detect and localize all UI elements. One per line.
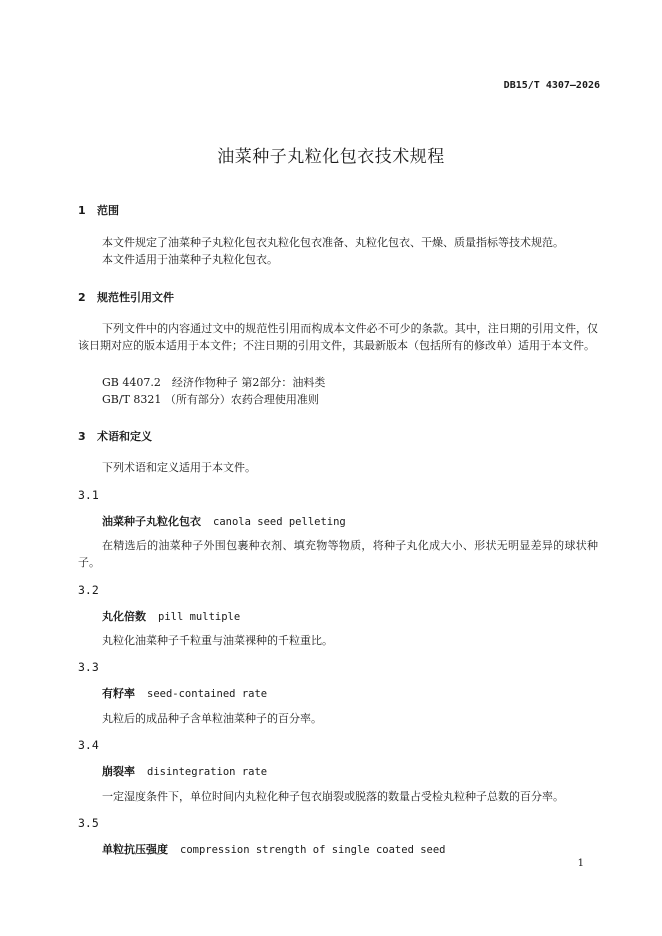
term-number: 3.1: [78, 488, 99, 502]
section-3-heading: [78, 428, 152, 444]
term-english: seed-contained rate: [147, 688, 268, 700]
section-title: 规范性引用文件: [97, 291, 174, 304]
term-english: canola seed pelleting: [213, 516, 346, 528]
page-number: 1: [577, 858, 584, 869]
term-chinese: 崩裂率: [102, 765, 135, 778]
term-number: 3.5: [78, 816, 99, 830]
term-chinese: 有籽率: [102, 687, 135, 700]
term-number: 3.4: [78, 738, 99, 752]
term-name: [102, 513, 346, 529]
section-1-heading: [78, 202, 119, 218]
section-number: 3: [78, 430, 86, 443]
document-title: 油菜种子丸粒化包衣技术规程: [217, 147, 445, 167]
term-definition: 丸粒后的成品种子含单粒油菜种子的百分率。: [102, 712, 322, 725]
term-name: [102, 685, 267, 701]
term-name: [102, 608, 240, 624]
section-title: 术语和定义: [97, 430, 152, 443]
term-english: disintegration rate: [147, 766, 268, 778]
section-2-heading: [78, 289, 174, 305]
term-english: pill multiple: [158, 611, 241, 623]
scope-paragraph-1: 本文件规定了油菜种子丸粒化包衣丸粒化包衣准备、丸粒化包衣、干燥、质量指标等技术规范。: [102, 236, 564, 249]
term-number: 3.2: [78, 583, 99, 597]
terms-intro: 下列术语和定义适用于本文件。: [102, 461, 256, 474]
term-chinese: 油菜种子丸粒化包衣: [102, 515, 201, 528]
term-definition: 丸粒化油菜种子千粒重与油菜裸种的千粒重比。: [102, 634, 333, 647]
term-name: [102, 841, 446, 857]
term-chinese: 单粒抗压强度: [102, 843, 168, 856]
section-number: 2: [78, 291, 86, 304]
term-english: compression strength of single coated seed: [180, 844, 446, 856]
section-title: 范围: [97, 204, 119, 217]
section-number: 1: [78, 204, 86, 217]
scope-paragraph-2: 本文件适用于油菜种子丸粒化包衣。: [102, 253, 278, 266]
reference-item: GB 4407.2 经济作物种子 第2部分：油料类: [102, 376, 326, 389]
term-name: [102, 763, 267, 779]
reference-item: GB/T 8321 （所有部分）农药合理使用准则: [102, 393, 319, 406]
term-chinese: 丸化倍数: [102, 610, 146, 623]
term-definition: 一定湿度条件下，单位时间内丸粒化种子包衣崩裂或脱落的数量占受检丸粒种子总数的百分率。: [102, 790, 564, 803]
term-definition: 在精选后的油菜种子外围包裹种衣剂、填充物等物质，将种子丸化成大小、形状无明显差异的球状种子。: [78, 539, 598, 569]
normative-paragraph: 下列文件中的内容通过文中的规范性引用而构成本文件必不可少的条款。其中，注日期的引用文件，仅该日期对应的版本适用于本文件；不注日期的引用文件，其最新版本（包括所有的修改单）适用于本文件。: [78, 322, 598, 352]
term-number: 3.3: [78, 660, 99, 674]
document-code: DB15/T 4307—2026: [503, 80, 600, 91]
